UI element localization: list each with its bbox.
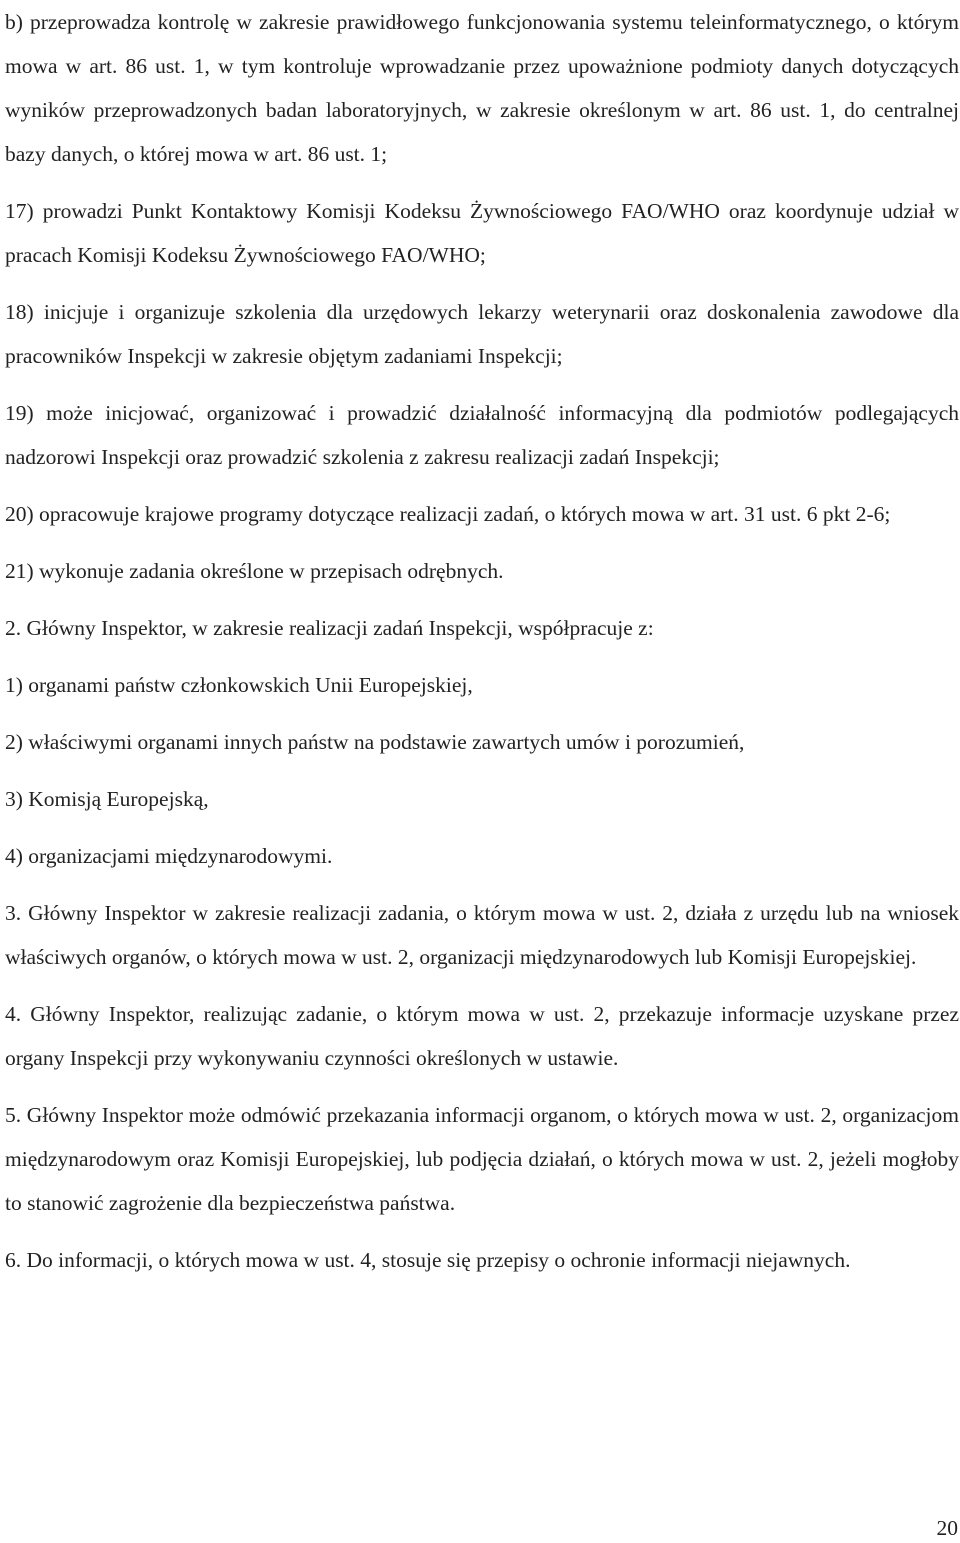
document-page (5, 0, 959, 1282)
section-2-item-1: 1) organami państw członkowskich Unii Europejskiej, (5, 673, 473, 697)
section-6: 6. Do informacji, o których mowa w ust. 4, stosuje się przepisy o ochronie informacji niejawnych. (5, 1248, 851, 1272)
paragraph-17: 17) prowadzi Punkt Kontaktowy Komisji Kodeksu Żywnościowego FAO/WHO oraz koordynuje udział w pracach Komisji Kodeksu Żywnościowego FAO/WHO; (5, 199, 959, 267)
section-4: 4. Główny Inspektor, realizując zadanie, o którym mowa w ust. 2, przekazuje informacje uzyskane przez organy Inspekcji przy wykonywaniu czynności określonych w ustawie. (5, 1002, 959, 1070)
section-2-item-3: 3) Komisją Europejską, (5, 787, 209, 811)
section-3: 3. Główny Inspektor w zakresie realizacji zadania, o którym mowa w ust. 2, działa z urzędu lub na wniosek właściwych organów, o których mowa w ust. 2, organizacji międzynarodowych lub Komisji Europejskiej. (5, 901, 959, 969)
section-2-intro: 2. Główny Inspektor, w zakresie realizacji zadań Inspekcji, współpracuje z: (5, 616, 654, 640)
page-number: 20 (936, 1516, 958, 1540)
paragraph-b: b) przeprowadza kontrolę w zakresie prawidłowego funkcjonowania systemu teleinformatycznego, o którym mowa w art. 86 ust. 1, w tym kontroluje wprowadzanie przez upoważnione podmioty danych dotyczących wyników przeprowadzonych badan laboratoryjnych, w zakresie określonym w art. 86 ust. 1, do centralnej bazy danych, o której mowa w art. 86 ust. 1; (5, 10, 959, 166)
paragraph-21: 21) wykonuje zadania określone w przepisach odrębnych. (5, 559, 504, 583)
section-5: 5. Główny Inspektor może odmówić przekazania informacji organom, o których mowa w ust. 2, organizacjom międzynarodowym oraz Komisji Europejskiej, lub podjęcia działań, o których mowa w ust. 2, jeżeli mogłoby to stanowić zagrożenie dla bezpieczeństwa państwa. (5, 1103, 959, 1215)
paragraph-20: 20) opracowuje krajowe programy dotyczące realizacji zadań, o których mowa w art. 31 ust. 6 pkt 2-6; (5, 502, 891, 526)
section-2-item-4: 4) organizacjami międzynarodowymi. (5, 844, 333, 868)
section-2-item-2: 2) właściwymi organami innych państw na podstawie zawartych umów i porozumień, (5, 730, 745, 754)
paragraph-18: 18) inicjuje i organizuje szkolenia dla urzędowych lekarzy weterynarii oraz doskonalenia zawodowe dla pracowników Inspekcji w zakresie objętym zadaniami Inspekcji; (5, 300, 959, 368)
paragraph-19: 19) może inicjować, organizować i prowadzić działalność informacyjną dla podmiotów podlegających nadzorowi Inspekcji oraz prowadzić szkolenia z zakresu realizacji zadań Inspekcji; (5, 401, 959, 469)
